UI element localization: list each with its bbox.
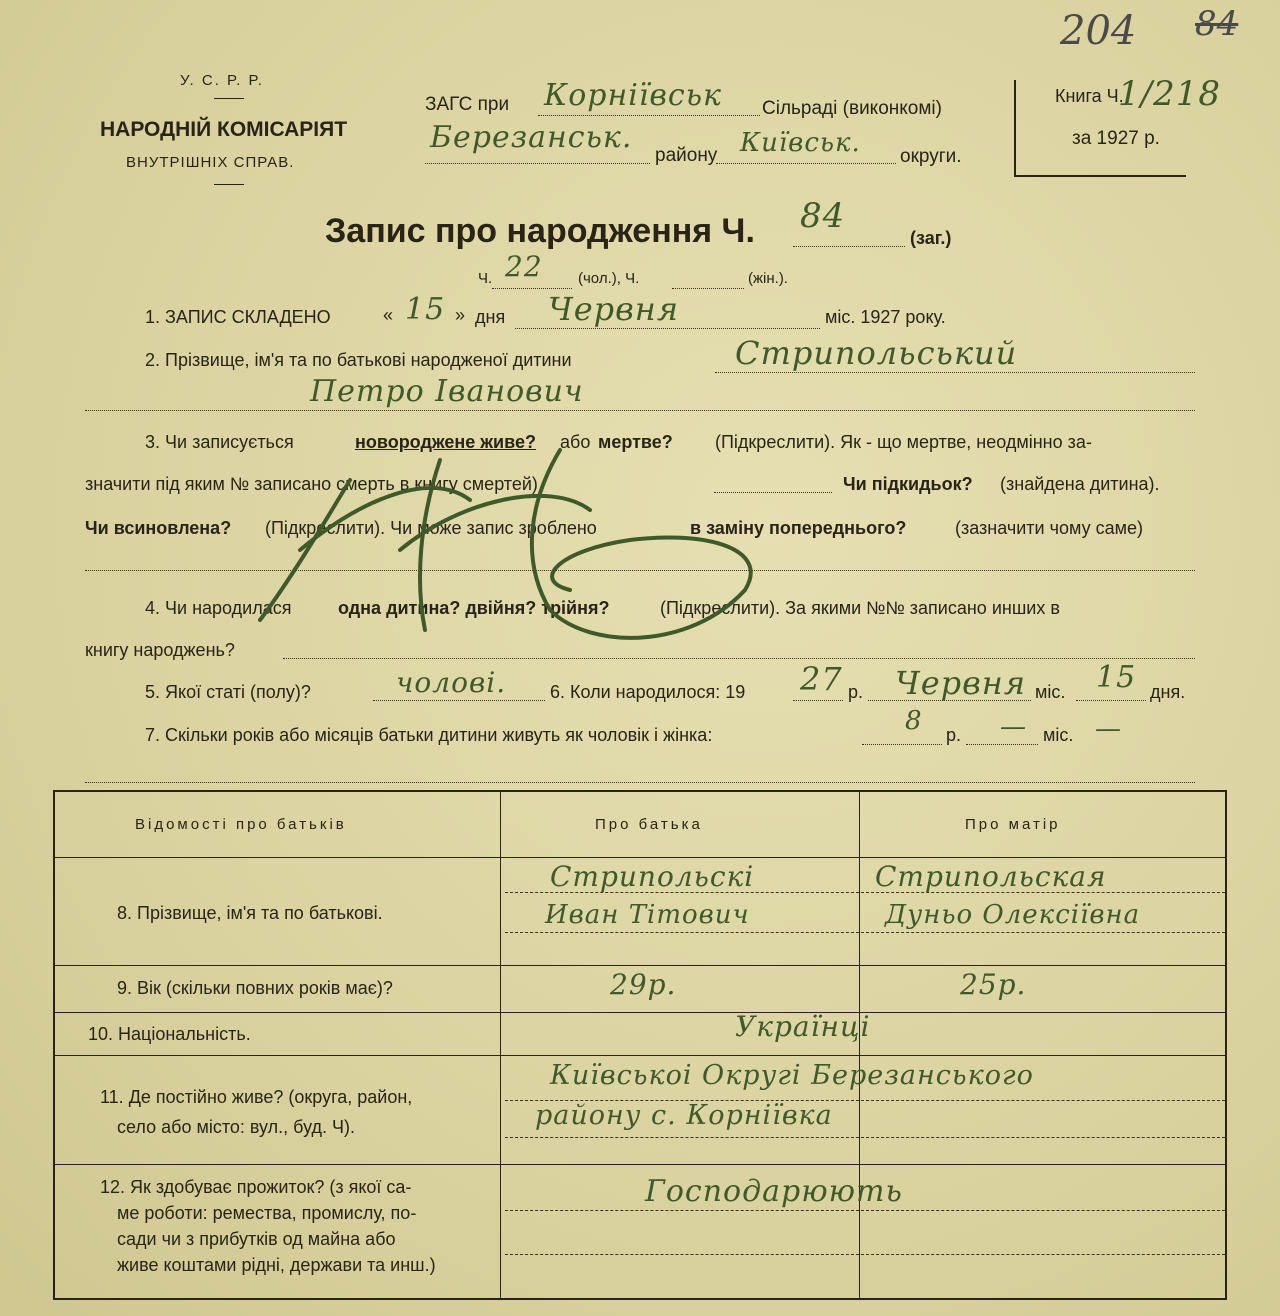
mother-surname: Стрипольская xyxy=(875,860,1107,893)
item4-label: 4. Чи народилася xyxy=(145,598,292,618)
item1-suffix: міс. 1927 року. xyxy=(825,307,946,327)
birth-month: Червня xyxy=(895,664,1027,702)
residence-line-2: району с. Корніївка xyxy=(535,1100,833,1131)
father-age: 29р. xyxy=(610,968,677,1001)
row12-dash-2 xyxy=(505,1254,1225,1255)
divider-top xyxy=(214,98,244,99)
livelihood: Господарюють xyxy=(645,1174,903,1209)
book-label: Книга Ч. xyxy=(1055,86,1124,106)
item3-line2: значити під яким № записано смерть в книгу смертей) xyxy=(85,474,538,494)
header-mother: Про матір xyxy=(965,816,1061,833)
table-col-divider-2 xyxy=(859,792,860,1298)
child-name: Петро Іванович xyxy=(310,374,584,409)
header-info: Відомості про батьків xyxy=(135,816,347,833)
ussr-label: У. С. Р. Р. xyxy=(180,72,264,89)
council-label: Сільраді (виконкомі) xyxy=(762,98,942,119)
row12-label-2: ме роботи: ремества, промислу, по- xyxy=(117,1203,417,1223)
item2-line2 xyxy=(85,410,1195,411)
row11-dash-2 xyxy=(505,1137,1225,1138)
record-ref: 84 xyxy=(1195,4,1239,44)
female-line xyxy=(672,288,744,289)
village-name: Корніївськ xyxy=(544,78,722,113)
row10-label: 10. Національність. xyxy=(88,1024,251,1044)
item1-day: 15 xyxy=(405,292,446,327)
female-label: (жін.). xyxy=(748,270,788,287)
district-name: Березанськ. xyxy=(430,120,633,155)
item7-years-line xyxy=(862,744,942,745)
book-number: 1/218 xyxy=(1118,74,1221,114)
row8-dash-2 xyxy=(505,932,1225,933)
child-surname: Стрипольський xyxy=(735,334,1018,372)
mother-age: 25р. xyxy=(960,968,1027,1001)
table-row-line-2 xyxy=(55,1012,1225,1013)
item3-foundling: Чи підкидьок? xyxy=(843,474,973,494)
table-row-line-4 xyxy=(55,1164,1225,1165)
row12-dash-1 xyxy=(505,1210,1225,1211)
cancellation-signature xyxy=(230,440,770,660)
zags-prefix: ЗАГС при xyxy=(425,94,510,115)
table-row-line-1 xyxy=(55,965,1225,966)
item5-label: 5. Якої статі (полу)? xyxy=(145,682,311,702)
item2-line1 xyxy=(715,372,1195,373)
item7-line2 xyxy=(85,782,1195,783)
item1-quote-open: « xyxy=(383,305,394,325)
district-label: району xyxy=(655,145,718,166)
item3-or: або xyxy=(560,432,591,452)
marriage-months: — xyxy=(1000,712,1027,742)
nationality: Українці xyxy=(735,1010,871,1043)
birth-day: 15 xyxy=(1096,660,1137,695)
item7-label: 7. Скільки років або місяців батьки дитини живуть як чоловік і жінка: xyxy=(145,725,713,745)
male-number: 22 xyxy=(505,250,543,283)
record-number-line xyxy=(793,246,905,247)
internal-affairs: ВНУТРІШНІХ СПРАВ. xyxy=(126,154,295,171)
item3-rest: (Підкреслити). Як - що мертве, неодмінно за- xyxy=(715,432,1092,452)
item1-label: 1. ЗАПИС СКЛАДЕНО xyxy=(145,307,331,327)
item3-label: 3. Чи записується xyxy=(145,432,294,452)
item2-label: 2. Прізвище, ім'я та по батькові народженої дитини xyxy=(145,350,572,370)
item4-choice: одна дитина? двійня? трійня? xyxy=(338,598,610,618)
header-father: Про батька xyxy=(595,816,703,833)
male-label: (чол.), Ч. xyxy=(578,270,640,287)
father-surname: Стрипольскі xyxy=(550,860,755,893)
okrug-label: округи. xyxy=(900,146,962,167)
item3-dead: мертве? xyxy=(598,432,673,452)
item7-r: р. xyxy=(946,725,962,745)
item1-month: Червня xyxy=(548,290,680,328)
item6-month-line xyxy=(868,700,1031,701)
item3-newborn-alive: новороджене живе? xyxy=(355,432,536,452)
marriage-years: 8 xyxy=(905,706,923,736)
item7-months-line xyxy=(966,744,1038,745)
item6-dnia: дня. xyxy=(1150,682,1186,702)
table-row-line-3 xyxy=(55,1055,1225,1056)
item7-dash: — xyxy=(1095,714,1122,744)
row12-label-3: сади чи з прибутків од майна або xyxy=(117,1229,396,1249)
row8-label: 8. Прізвище, ім'я та по батькові. xyxy=(117,903,383,923)
item6-r: р. xyxy=(848,682,864,702)
table-header-line xyxy=(55,857,1225,858)
item7-mis: міс. xyxy=(1043,725,1074,745)
village-line xyxy=(538,115,760,116)
item1-day-label: дня xyxy=(475,307,506,327)
item3-adopted: Чи всиновлена? xyxy=(85,518,232,538)
item5-line xyxy=(373,700,545,701)
record-general: (заг.) xyxy=(910,228,952,248)
okrug-line xyxy=(716,163,896,164)
okrug-name: Київськ. xyxy=(740,128,861,158)
item6-day-line xyxy=(1076,700,1146,701)
table-col-divider-1 xyxy=(500,792,501,1298)
birth-year: 27 xyxy=(800,660,843,698)
item1-month-line xyxy=(515,328,820,329)
item6-year-line xyxy=(793,700,843,701)
male-prefix: Ч. xyxy=(478,270,493,287)
row11-label-1: 11. Де постійно живе? (округа, район, xyxy=(100,1087,413,1107)
item6-label: 6. Коли народилося: 19 xyxy=(550,682,746,702)
row12-label-4: живе коштами рідні, держави та инш.) xyxy=(117,1255,436,1275)
record-title: Запис про народження Ч. xyxy=(325,212,755,250)
commissariat-title: НАРОДНІЙ КОМІСАРІЯТ xyxy=(100,118,348,141)
district-line xyxy=(425,163,650,164)
item3-reason: (зазначити чому саме) xyxy=(955,518,1143,538)
residence-line-1: Київськоі Округі Березанського xyxy=(550,1060,1034,1091)
record-number: 84 xyxy=(800,196,846,236)
item6-mis: міс. xyxy=(1035,682,1066,702)
male-line xyxy=(492,288,572,289)
item4-line2: книгу народжень? xyxy=(85,640,235,660)
row11-label-2: село або місто: вул., буд. Ч). xyxy=(117,1117,355,1137)
child-sex: чолові. xyxy=(396,666,507,699)
item1-quote-close: » xyxy=(455,305,466,325)
row9-label: 9. Вік (скільки повних років має)? xyxy=(117,978,393,998)
mother-name: Дуньо Олексіївна xyxy=(885,900,1141,930)
row12-label-1: 12. Як здобуває прожиток? (з якої са- xyxy=(100,1177,412,1197)
archive-number: 204 xyxy=(1060,8,1137,54)
item3-line3: (Підкреслити). Чи може запис зроблено xyxy=(265,518,597,538)
item3-foundling-note: (знайдена дитина). xyxy=(1000,474,1160,494)
item4-rest: (Підкреслити). За якими №№ записано инших в xyxy=(660,598,1060,618)
divider-bottom xyxy=(214,184,244,185)
book-year: за 1927 р. xyxy=(1072,128,1160,149)
parents-table xyxy=(53,790,1227,1300)
item3-replacement: в заміну попереднього? xyxy=(690,518,907,538)
father-name: Иван Тітович xyxy=(545,900,750,930)
